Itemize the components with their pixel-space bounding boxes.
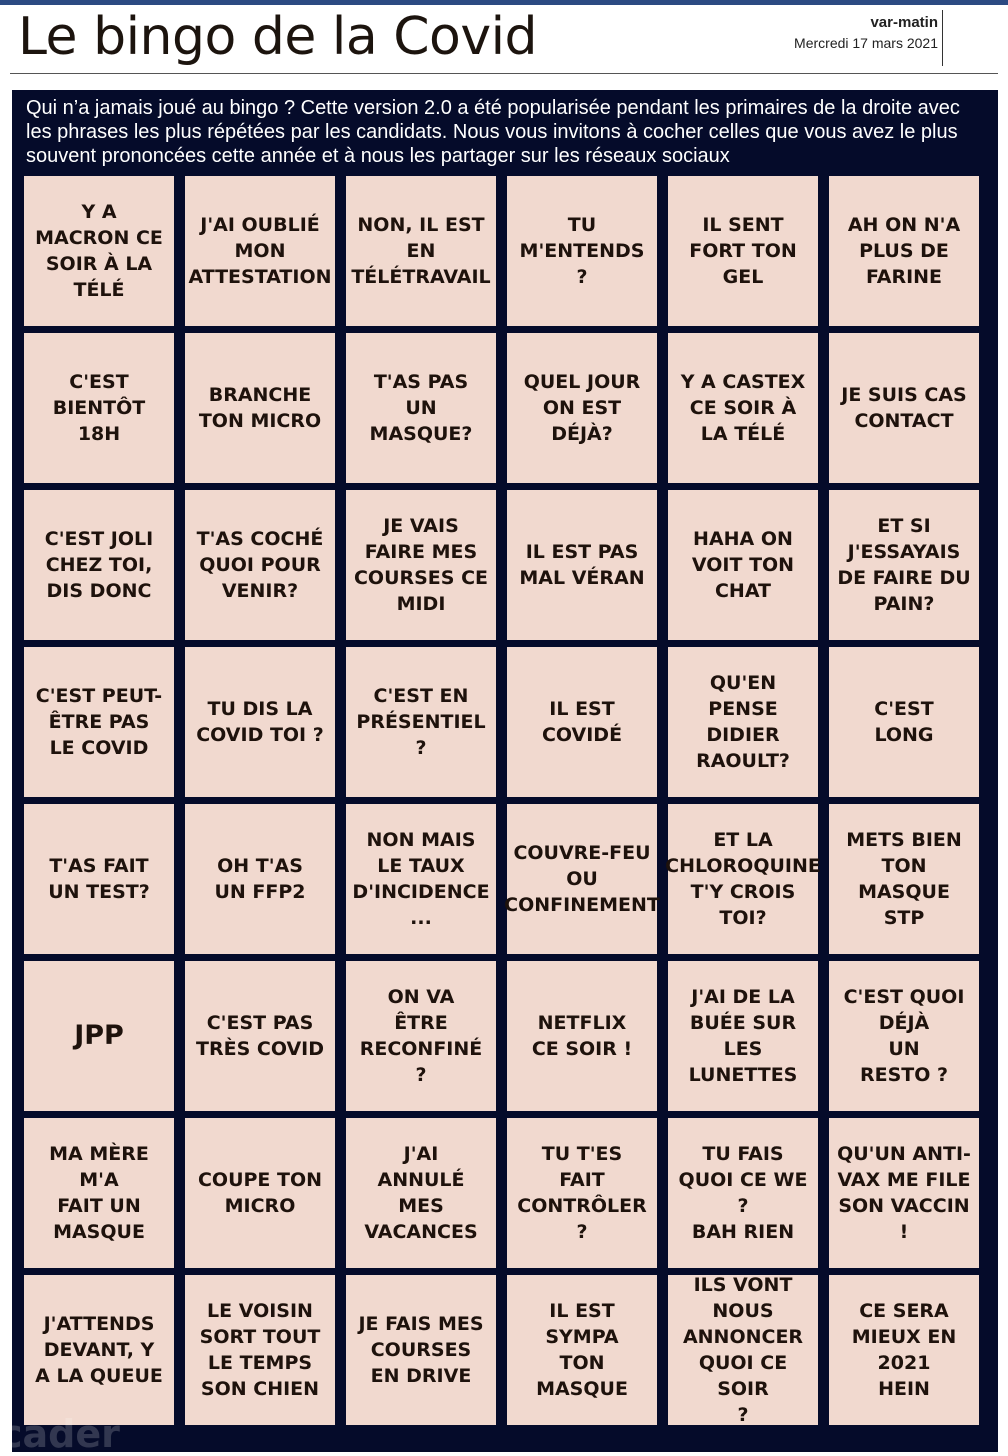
bingo-cell[interactable] [829,176,979,326]
bingo-cell[interactable] [24,647,174,797]
bingo-cell-text: COUVRE-FEU OU CONFINEMENT [504,842,660,916]
intro-text: Qui n’a jamais joué au bingo ? Cette version 2.0 a été popularisée pendant les primaires de la droite avec les phrases les plus répétées par les candidats. Nous vous invitons à cocher celles que vous avez le plus souvent prononcées cette année et à nous les partager sur les réseaux sociaux [26,97,960,167]
bingo-cell-text: HAHA ON VOIT TON CHAT [691,528,795,602]
watermark: cader [0,1412,120,1456]
bingo-cell[interactable] [668,1118,818,1268]
bingo-cell-text: Y A CASTEX CE SOIR À LA TÉLÉ [680,371,806,445]
bingo-cell-text: TU M'ENTENDS ? [519,214,645,288]
bingo-cell[interactable] [24,804,174,954]
bingo-cell[interactable] [185,1118,335,1268]
bingo-cell-text: T'AS FAIT UN TEST? [48,855,150,903]
bingo-cell[interactable] [668,176,818,326]
bingo-cell[interactable] [24,1275,174,1425]
bingo-cell-text: ET SI J'ESSAYAIS DE FAIRE DU PAIN? [837,515,971,615]
bingo-cell-text: QU'UN ANTI- VAX ME FILE SON VACCIN ! [837,1143,971,1243]
bingo-cell[interactable] [668,1275,818,1425]
bingo-cell-text: T'AS COCHÉ QUOI POUR VENIR? [196,528,324,602]
bingo-cell[interactable] [668,647,818,797]
bingo-cell[interactable] [829,647,979,797]
bingo-cell[interactable] [668,333,818,483]
bingo-cell-text: T'AS PAS UN MASQUE? [369,371,473,445]
bingo-cell[interactable] [507,176,657,326]
bingo-cell[interactable] [185,1275,335,1425]
bingo-cell[interactable] [346,1275,496,1425]
bingo-cell-text: C'EST BIENTÔT 18H [52,371,146,445]
bingo-cell[interactable] [665,804,821,954]
bingo-cell-text: C'EST EN PRÉSENTIEL ? [356,685,486,759]
bingo-cell-text: IL EST SYMPA TON MASQUE [536,1300,628,1400]
newspaper-name: var-matin [870,14,938,31]
bingo-cell-text: JPP [74,1020,124,1051]
bingo-cell-text: J'AI ANNULÉ MES VACANCES [364,1143,478,1243]
bingo-cell-text: NON, IL EST EN TÉLÉTRAVAIL [351,214,491,288]
bingo-cell[interactable] [24,176,174,326]
bingo-cell-text: C'EST LONG [874,698,934,746]
bingo-cell[interactable] [829,490,979,640]
bingo-cell[interactable] [507,647,657,797]
bingo-cell-text: TU DIS LA COVID TOI ? [196,698,324,746]
bingo-cell[interactable] [829,1275,979,1425]
publication-date: Mercredi 17 mars 2021 [794,35,938,51]
bingo-cell[interactable] [668,490,818,640]
bingo-cell-text: CE SERA MIEUX EN 2021 HEIN [851,1300,957,1400]
bingo-cell[interactable] [346,176,496,326]
bingo-cell-text: IL EST PAS MAL VÉRAN [519,541,645,589]
bingo-cell[interactable] [185,961,335,1111]
bingo-cell-text: Y A MACRON CE SOIR À LA TÉLÉ [35,201,163,301]
bingo-cell-text: J'AI OUBLIÉ MON ATTESTATION [188,214,332,288]
bingo-cell-text: QUEL JOUR ON EST DÉJÀ? [523,371,641,445]
bingo-cell[interactable] [507,490,657,640]
bingo-cell[interactable] [507,961,657,1111]
bingo-cell-text: JE FAIS MES COURSES EN DRIVE [358,1313,484,1387]
bingo-cell[interactable] [829,804,979,954]
bingo-cell-text: AH ON N'A PLUS DE FARINE [847,214,961,288]
bingo-cell[interactable] [829,1118,979,1268]
bingo-cell[interactable] [346,1118,496,1268]
masthead [794,14,938,53]
bingo-cell[interactable] [346,647,496,797]
bingo-cell[interactable] [24,490,174,640]
bingo-cell-text: LE VOISIN SORT TOUT LE TEMPS SON CHIEN [199,1300,321,1400]
bingo-cell-text: QU'EN PENSE DIDIER RAOULT? [696,672,790,772]
bingo-cell[interactable] [829,961,979,1111]
bingo-cell[interactable] [185,647,335,797]
bingo-cell[interactable] [346,804,496,954]
page-title: Le bingo de la Covid [18,7,538,67]
bingo-cell[interactable] [185,176,335,326]
bingo-cell-text: C'EST PEUT- ÊTRE PAS LE COVID [35,685,163,759]
bingo-cell-text: C'EST QUOI DÉJÀ UN RESTO ? [843,986,965,1086]
bingo-cell-text: C'EST JOLI CHEZ TOI, DIS DONC [44,528,154,602]
bingo-cell-text: COUPE TON MICRO [197,1169,323,1217]
bingo-cell-text: NON MAIS LE TAUX D'INCIDENCE ... [352,829,490,929]
bingo-cell[interactable] [346,961,496,1111]
bingo-cell-text: TU FAIS QUOI CE WE ? BAH RIEN [678,1143,808,1243]
bingo-cell[interactable] [829,333,979,483]
bingo-cell[interactable] [507,333,657,483]
bingo-cell-text: BRANCHE TON MICRO [198,384,322,432]
bingo-cell-text: ILS VONT NOUS ANNONCER QUOI CE SOIR ? [682,1274,804,1426]
bingo-cell-text: TU T'ES FAIT CONTRÔLER ? [517,1143,647,1243]
bingo-cell-text: NETFLIX CE SOIR ! [531,1012,633,1060]
bingo-cell[interactable] [346,333,496,483]
bingo-cell-text: METS BIEN TON MASQUE STP [846,829,962,929]
masthead-divider [942,10,943,66]
bingo-cell[interactable] [507,1275,657,1425]
bingo-cell[interactable] [24,333,174,483]
bingo-cell[interactable] [185,333,335,483]
bingo-cell-text: OH T'AS UN FFP2 [214,855,306,903]
bingo-cell-text: IL SENT FORT TON GEL [689,214,797,288]
bingo-cell[interactable] [507,1118,657,1268]
bingo-cell[interactable] [24,961,174,1111]
bingo-cell[interactable] [24,1118,174,1268]
bingo-cell-text: C'EST PAS TRÈS COVID [196,1012,324,1060]
bingo-cell[interactable] [668,961,818,1111]
bingo-cell-text: MA MÈRE M'A FAIT UN MASQUE [49,1143,149,1243]
bingo-cell[interactable] [185,804,335,954]
bingo-grid [24,176,982,1425]
header-divider [10,73,998,74]
bingo-cell-text: ON VA ÊTRE RECONFINÉ ? [359,986,483,1086]
bingo-cell-text: IL EST COVIDÉ [541,698,623,746]
bingo-cell-text: J'ATTENDS DEVANT, Y A LA QUEUE [35,1313,163,1387]
bingo-cell[interactable] [504,804,660,954]
bingo-cell-text: J'AI DE LA BUÉE SUR LES LUNETTES [688,986,798,1086]
bingo-cell-text: JE SUIS CAS CONTACT [841,384,967,432]
bingo-cell-text: ET LA CHLOROQUINE T'Y CROIS TOI? [665,829,821,929]
bingo-cell-text: JE VAIS FAIRE MES COURSES CE MIDI [353,515,489,615]
bingo-cell[interactable] [346,490,496,640]
bingo-cell[interactable] [185,490,335,640]
